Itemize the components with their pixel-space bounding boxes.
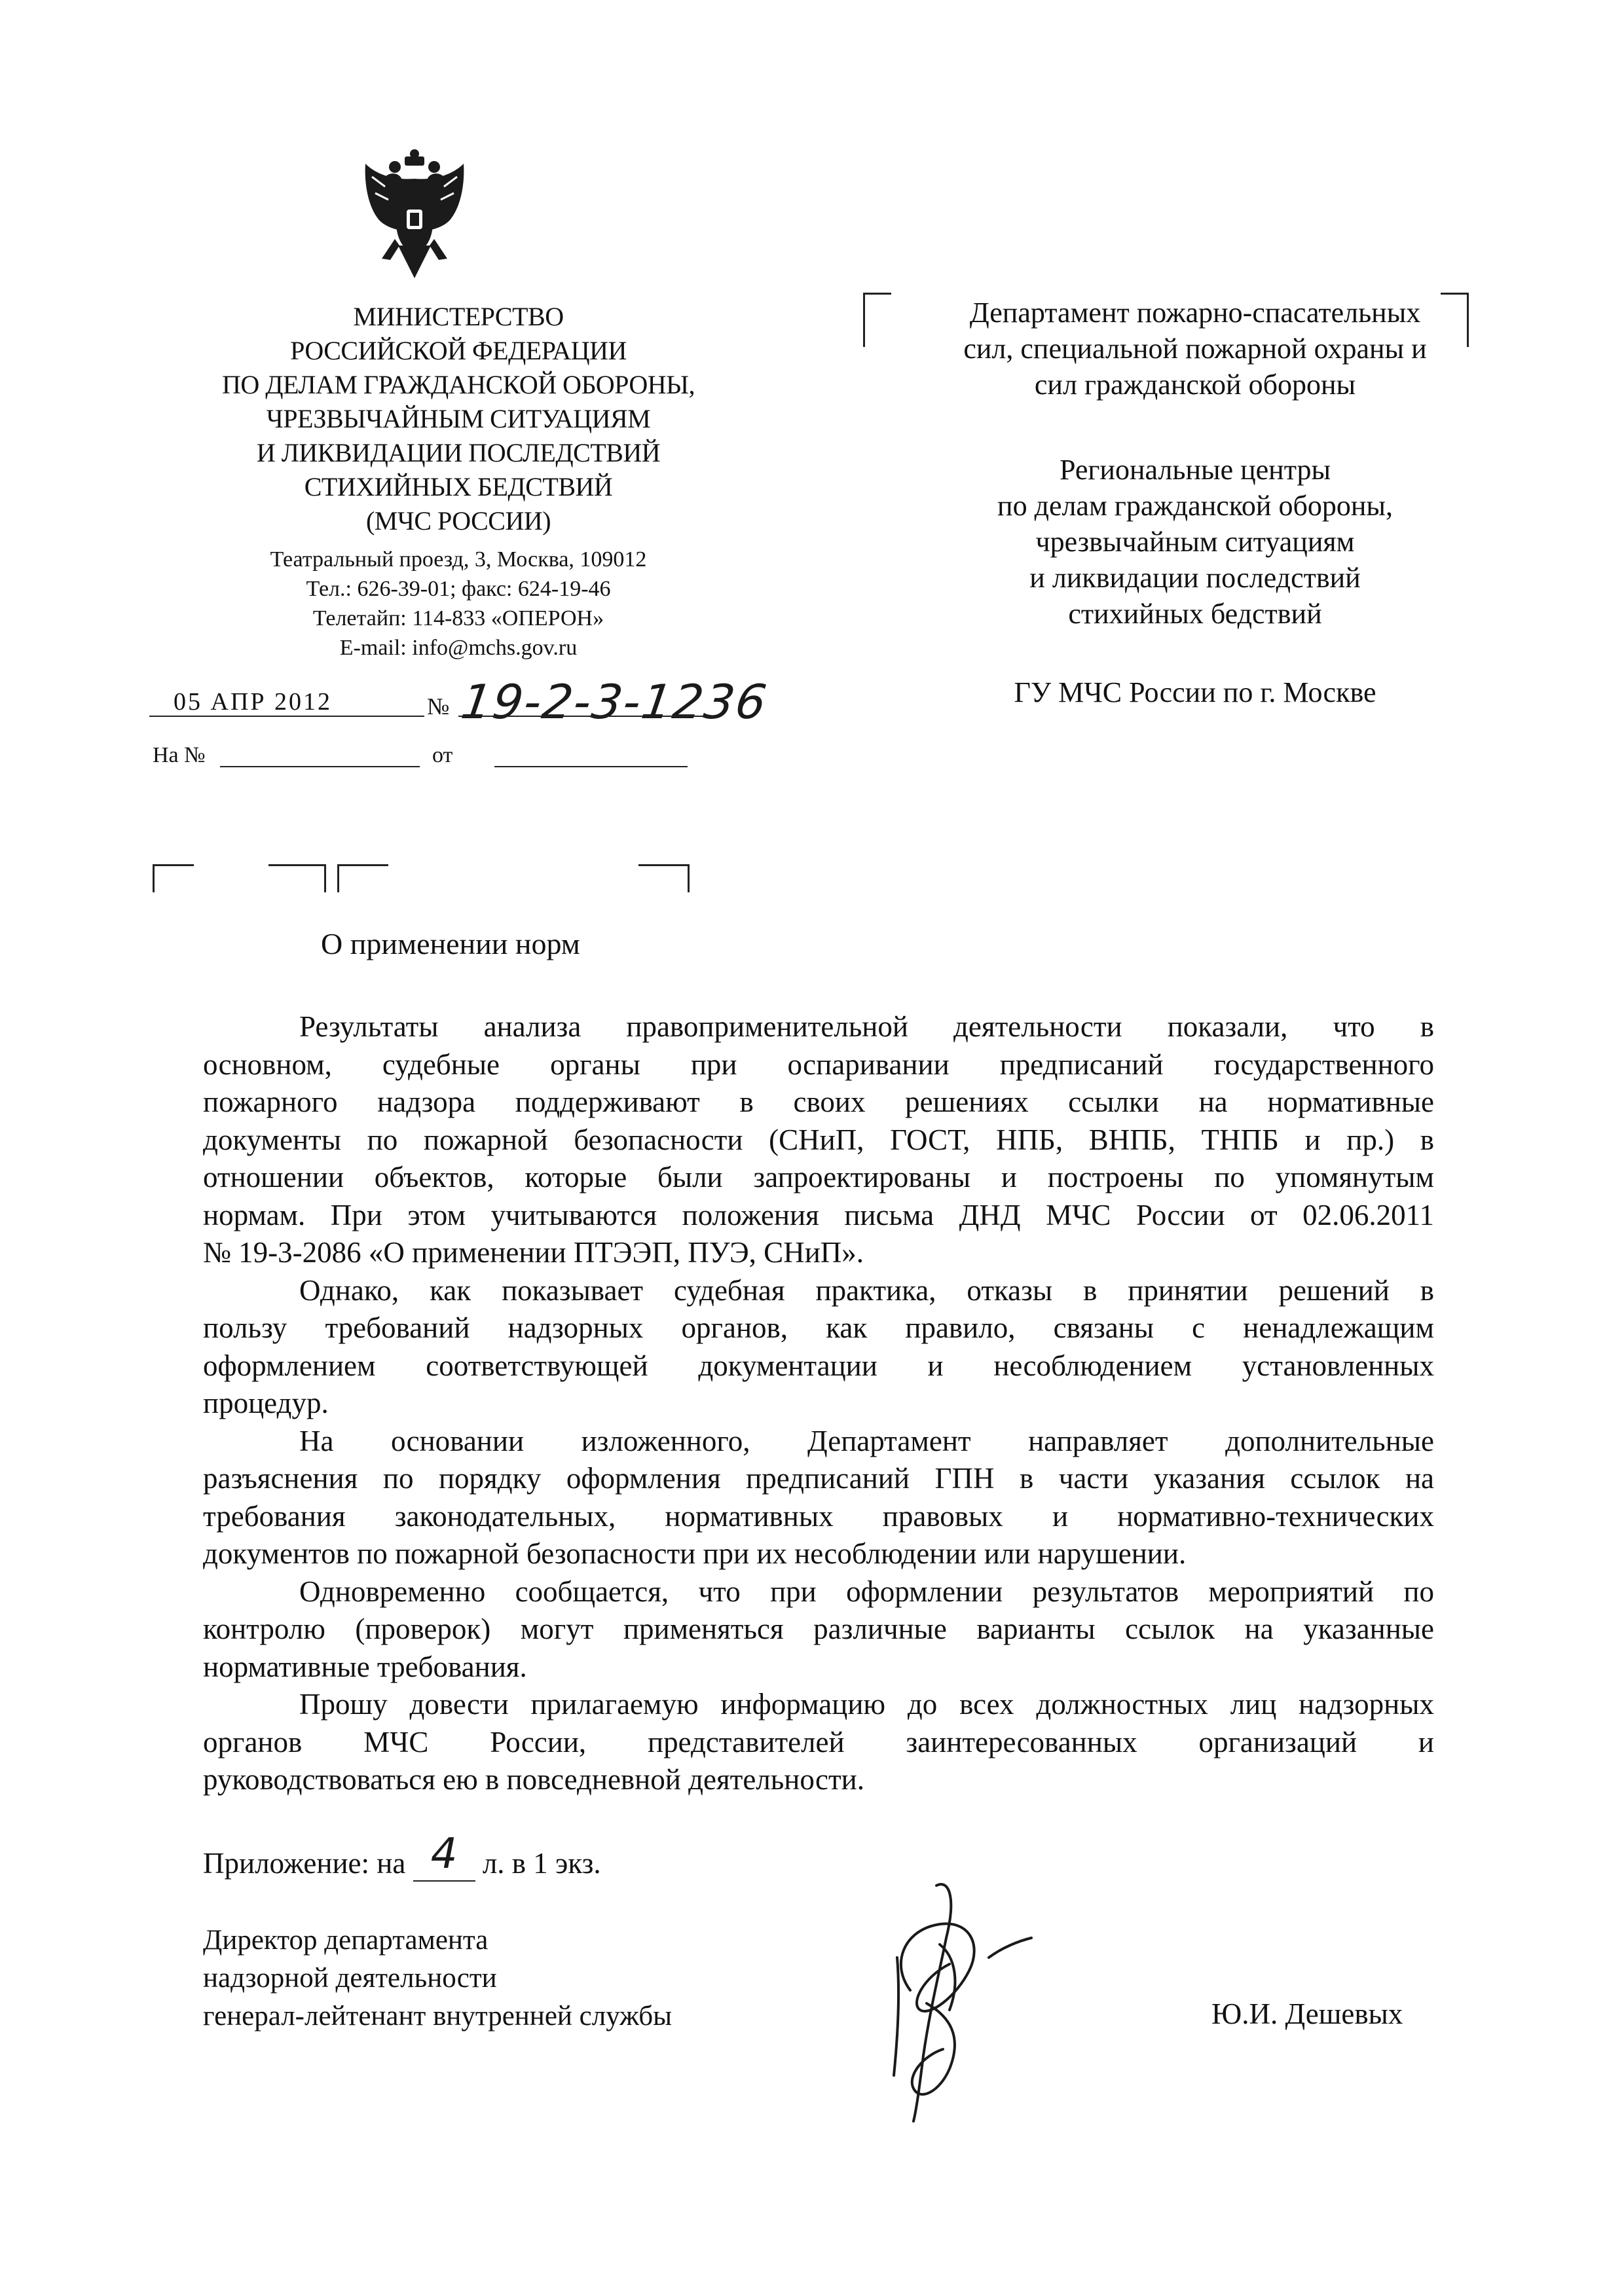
body-line: отношении объектов, которые были запроектированы и построены по упомянутым (203, 1161, 1434, 1194)
reply-number-label: На № (153, 743, 206, 767)
document-number: 19-2-3-1236 (458, 674, 771, 729)
body-line: процедур. (203, 1387, 329, 1419)
addressee-department (894, 295, 1496, 403)
org-line: И ЛИКВИДАЦИИ ПОСЛЕДСТВИЙ (256, 438, 661, 467)
addressee-corner-left (863, 293, 891, 347)
body-line: документы по пожарной безопасности (СНиП, ГОСТ, НПБ, ВНПБ, ТНПБ и пр.) в (203, 1123, 1434, 1156)
org-line: СТИХИЙНЫХ БЕДСТВИЙ (304, 472, 613, 501)
contact-info (157, 545, 760, 663)
coat-of-arms-emblem (359, 147, 470, 282)
reply-number-underline (220, 766, 420, 767)
body-line: Одновременно сообщается, что при оформлении результатов мероприятий по (299, 1575, 1434, 1608)
addressee-regional-centers (894, 452, 1496, 632)
body-line: Результаты анализа правоприменительной деятельности показали, что в (299, 1010, 1434, 1043)
reply-from-underline (494, 766, 688, 767)
body-line: нормативные требования. (203, 1650, 527, 1683)
body-line: Прошу довести прилагаемую информацию до всех должностных лиц надзорных (299, 1688, 1434, 1721)
addressee-line: ГУ МЧС России по г. Москве (1014, 676, 1376, 708)
addressee-line: чрезвычайным ситуациям (1035, 526, 1355, 558)
title-line: надзорной деятельности (203, 1963, 497, 1994)
body-line: пожарного надзора поддерживают в своих решениях ссылки на нормативные (203, 1085, 1434, 1118)
number-label: № (427, 693, 450, 720)
number-underline (458, 716, 714, 717)
org-line: РОССИЙСКОЙ ФЕДЕРАЦИИ (290, 336, 627, 365)
letter-body (203, 1008, 1434, 1799)
body-line: № 19-3-2086 «О применении ПТЭЭП, ПУЭ, СНиП». (203, 1236, 864, 1269)
body-line: разъяснения по порядку оформления предписаний ГПН в части указания ссылок на (203, 1462, 1434, 1495)
addressee-moscow (894, 674, 1496, 710)
body-line: нормам. При этом учитываются положения письма ДНД МЧС России от 02.06.2011 (203, 1198, 1434, 1231)
phone-line: Тел.: 626-39-01; факс: 624-19-46 (306, 577, 611, 601)
subject-corner-3 (337, 864, 388, 892)
addressee-line: Департамент пожарно-спасательных (969, 297, 1421, 329)
body-line: основном, судебные органы при оспаривании предписаний государственного (203, 1048, 1434, 1081)
org-line: МИНИСТЕРСТВО (353, 302, 564, 331)
letter-subject: О применении норм (321, 927, 580, 960)
date-underline (149, 716, 424, 717)
org-line: (МЧС РОССИИ) (365, 506, 551, 536)
body-line: оформлением соответствующей документации и несоблюдением установленных (203, 1349, 1434, 1382)
org-line: ПО ДЕЛАМ ГРАЖДАНСКОЙ ОБОРОНЫ, (221, 370, 695, 399)
addressee-line: стихийных бедствий (1068, 598, 1322, 630)
body-line: документов по пожарной безопасности при их несоблюдении или нарушении. (203, 1537, 1187, 1570)
teletype-line: Телетайп: 114-833 «ОПЕРОН» (312, 606, 604, 630)
addressee-line: Региональные центры (1059, 454, 1331, 486)
addressee-line: и ликвидации последствий (1029, 562, 1361, 594)
signatory-title (203, 1922, 672, 2035)
body-line: органов МЧС России, представителей заинтересованных организаций и (203, 1725, 1434, 1758)
attachment-count: 4 (430, 1830, 458, 1878)
body-line: Однако, как показывает судебная практика, отказы в принятии решений в (299, 1273, 1434, 1307)
body-line: руководствоваться ею в повседневной деятельности. (203, 1763, 864, 1796)
body-line: пользу требований надзорных органов, как правило, связаны с ненадлежащим (203, 1311, 1434, 1344)
handwritten-signature (858, 1859, 1054, 2134)
attachment-prefix: Приложение: на (203, 1847, 406, 1880)
addressee-line: сил гражданской обороны (1034, 369, 1356, 401)
title-line: Директор департамента (203, 1925, 489, 1956)
addressee-line: по делам гражданской обороны, (997, 490, 1393, 522)
title-line: генерал-лейтенант внутренней службы (203, 2001, 673, 2032)
subject-corner-4 (638, 864, 690, 892)
organization-name (124, 300, 792, 538)
body-line: требования законодательных, нормативных правовых и нормативно-технических (203, 1499, 1434, 1533)
attachment-note (203, 1830, 601, 1882)
body-line: контролю (проверок) могут применяться различные варианты ссылок на указанные (203, 1613, 1434, 1645)
body-line: На основании изложенного, Департамент направляет дополнительные (299, 1424, 1434, 1457)
date-stamp: 05 АПР 2012 (174, 688, 333, 716)
addressee-line: сил, специальной пожарной охраны и (963, 333, 1427, 365)
attachment-suffix: л. в 1 экз. (482, 1847, 601, 1880)
address-line: Театральный проезд, 3, Москва, 109012 (270, 547, 647, 572)
subject-corner-2 (268, 864, 326, 892)
reply-from-label: от (432, 743, 453, 767)
signatory-name: Ю.И. Дешевых (1211, 1997, 1403, 2030)
email-line: E-mail: info@mchs.gov.ru (339, 636, 578, 660)
org-line: ЧРЕЗВЫЧАЙНЫМ СИТУАЦИЯМ (266, 404, 651, 433)
subject-corner-1 (153, 864, 194, 892)
